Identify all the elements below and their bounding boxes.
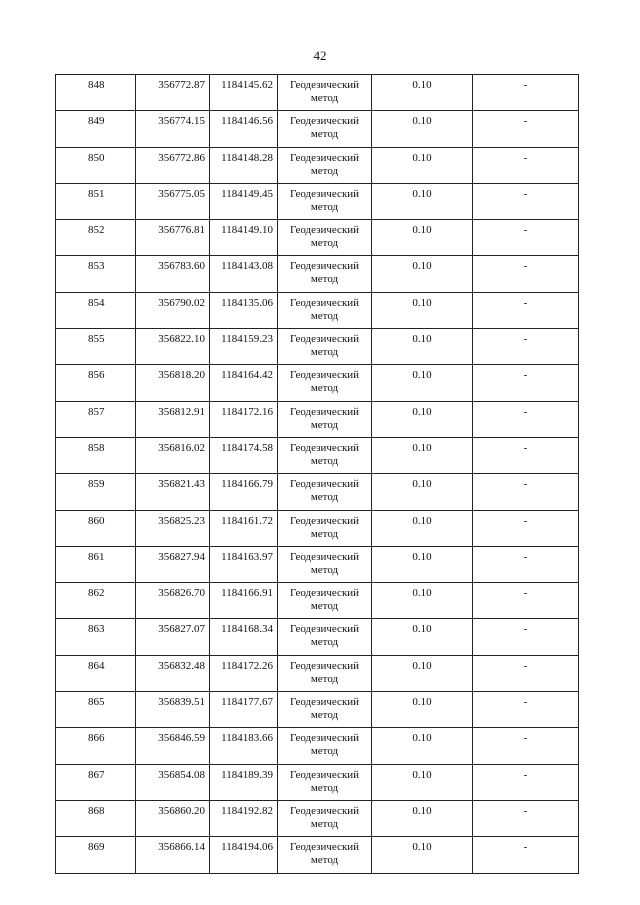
method-cell <box>278 692 372 728</box>
y-coordinate-cell: 1184166.79 <box>210 474 278 510</box>
note-cell: - <box>473 764 579 800</box>
accuracy-cell: 0.10 <box>372 75 473 111</box>
x-coordinate-cell: 356827.07 <box>136 619 210 655</box>
x-coordinate-cell: 356775.05 <box>136 183 210 219</box>
y-coordinate-cell: 1184172.26 <box>210 655 278 691</box>
table-row <box>56 365 579 401</box>
accuracy-cell: 0.10 <box>372 546 473 582</box>
y-coordinate-cell: 1184166.91 <box>210 583 278 619</box>
x-coordinate-cell: 356783.60 <box>136 256 210 292</box>
table-row <box>56 764 579 800</box>
accuracy-cell: 0.10 <box>372 329 473 365</box>
method-cell <box>278 800 372 836</box>
point-number-cell: 857 <box>56 401 136 437</box>
note-cell: - <box>473 437 579 473</box>
y-coordinate-cell: 1184135.06 <box>210 292 278 328</box>
method-line-2: метод <box>310 200 339 213</box>
x-coordinate-cell: 356846.59 <box>136 728 210 764</box>
method-cell <box>278 764 372 800</box>
method-line-1: Геодезический <box>289 732 360 745</box>
note-cell: - <box>473 401 579 437</box>
accuracy-cell: 0.10 <box>372 800 473 836</box>
method-line-2: метод <box>310 672 339 685</box>
method-line-1: Геодезический <box>289 768 360 781</box>
method-line-1: Геодезический <box>289 369 360 382</box>
x-coordinate-cell: 356827.94 <box>136 546 210 582</box>
note-cell: - <box>473 365 579 401</box>
method-cell <box>278 111 372 147</box>
method-cell <box>278 75 372 111</box>
accuracy-cell: 0.10 <box>372 837 473 873</box>
note-cell: - <box>473 619 579 655</box>
y-coordinate-cell: 1184194.06 <box>210 837 278 873</box>
method-cell <box>278 619 372 655</box>
x-coordinate-cell: 356825.23 <box>136 510 210 546</box>
method-line-2: метод <box>310 781 339 794</box>
x-coordinate-cell: 356790.02 <box>136 292 210 328</box>
point-number-cell: 860 <box>56 510 136 546</box>
table-row <box>56 75 579 111</box>
point-number-cell: 866 <box>56 728 136 764</box>
table-row <box>56 655 579 691</box>
note-cell: - <box>473 837 579 873</box>
method-line-2: метод <box>310 527 339 540</box>
method-cell <box>278 292 372 328</box>
y-coordinate-cell: 1184149.45 <box>210 183 278 219</box>
y-coordinate-cell: 1184148.28 <box>210 147 278 183</box>
table-row <box>56 401 579 437</box>
method-line-2: метод <box>310 491 339 504</box>
note-cell: - <box>473 510 579 546</box>
x-coordinate-cell: 356812.91 <box>136 401 210 437</box>
method-line-1: Геодезический <box>289 478 360 491</box>
table-row <box>56 692 579 728</box>
accuracy-cell: 0.10 <box>372 147 473 183</box>
method-line-1: Геодезический <box>289 696 360 709</box>
method-cell <box>278 365 372 401</box>
accuracy-cell: 0.10 <box>372 401 473 437</box>
table-row <box>56 292 579 328</box>
y-coordinate-cell: 1184149.10 <box>210 220 278 256</box>
note-cell: - <box>473 329 579 365</box>
method-cell <box>278 183 372 219</box>
method-line-2: метод <box>310 709 339 722</box>
method-line-2: метод <box>310 92 339 104</box>
method-line-1: Геодезический <box>289 804 360 817</box>
method-line-2: метод <box>310 237 339 250</box>
method-line-1: Геодезический <box>289 441 360 454</box>
table-row <box>56 800 579 836</box>
method-line-1: Геодезический <box>289 405 360 418</box>
note-cell: - <box>473 655 579 691</box>
accuracy-cell: 0.10 <box>372 619 473 655</box>
method-cell <box>278 510 372 546</box>
note-cell: - <box>473 111 579 147</box>
method-line-2: метод <box>310 164 339 177</box>
method-cell <box>278 583 372 619</box>
y-coordinate-cell: 1184145.62 <box>210 75 278 111</box>
y-coordinate-cell: 1184172.16 <box>210 401 278 437</box>
method-line-2: метод <box>310 128 339 141</box>
point-number-cell: 853 <box>56 256 136 292</box>
y-coordinate-cell: 1184163.97 <box>210 546 278 582</box>
point-number-cell: 855 <box>56 329 136 365</box>
y-coordinate-cell: 1184192.82 <box>210 800 278 836</box>
note-cell: - <box>473 546 579 582</box>
note-cell: - <box>473 728 579 764</box>
accuracy-cell: 0.10 <box>372 655 473 691</box>
note-cell: - <box>473 692 579 728</box>
point-number-cell: 862 <box>56 583 136 619</box>
table-row <box>56 111 579 147</box>
method-line-2: метод <box>310 346 339 359</box>
point-number-cell: 849 <box>56 111 136 147</box>
method-cell <box>278 546 372 582</box>
x-coordinate-cell: 356776.81 <box>136 220 210 256</box>
table-row <box>56 147 579 183</box>
table-row <box>56 437 579 473</box>
method-line-2: метод <box>310 854 339 867</box>
y-coordinate-cell: 1184174.58 <box>210 437 278 473</box>
method-line-2: метод <box>310 382 339 395</box>
y-coordinate-cell: 1184159.23 <box>210 329 278 365</box>
point-number-cell: 869 <box>56 837 136 873</box>
accuracy-cell: 0.10 <box>372 256 473 292</box>
accuracy-cell: 0.10 <box>372 183 473 219</box>
point-number-cell: 856 <box>56 365 136 401</box>
note-cell: - <box>473 147 579 183</box>
method-line-1: Геодезический <box>289 187 360 200</box>
method-line-1: Геодезический <box>289 623 360 636</box>
note-cell: - <box>473 183 579 219</box>
point-number-cell: 863 <box>56 619 136 655</box>
method-line-1: Геодезический <box>289 550 360 563</box>
table-row <box>56 474 579 510</box>
y-coordinate-cell: 1184183.66 <box>210 728 278 764</box>
point-number-cell: 859 <box>56 474 136 510</box>
method-cell <box>278 837 372 873</box>
method-line-2: метод <box>310 563 339 576</box>
method-line-2: метод <box>310 636 339 649</box>
table-row <box>56 583 579 619</box>
table-row <box>56 728 579 764</box>
y-coordinate-cell: 1184143.08 <box>210 256 278 292</box>
point-number-cell: 868 <box>56 800 136 836</box>
accuracy-cell: 0.10 <box>372 583 473 619</box>
table-row <box>56 220 579 256</box>
method-line-2: метод <box>310 454 339 467</box>
page-number: 42 <box>313 48 327 63</box>
method-cell <box>278 401 372 437</box>
point-number-cell: 867 <box>56 764 136 800</box>
table-row <box>56 256 579 292</box>
note-cell: - <box>473 474 579 510</box>
method-line-1: Геодезический <box>289 224 360 237</box>
method-cell <box>278 474 372 510</box>
x-coordinate-cell: 356772.86 <box>136 147 210 183</box>
method-line-1: Геодезический <box>289 260 360 273</box>
method-cell <box>278 655 372 691</box>
note-cell: - <box>473 256 579 292</box>
x-coordinate-cell: 356866.14 <box>136 837 210 873</box>
method-line-1: Геодезический <box>289 514 360 527</box>
note-cell: - <box>473 292 579 328</box>
note-cell: - <box>473 220 579 256</box>
method-line-2: метод <box>310 418 339 431</box>
x-coordinate-cell: 356774.15 <box>136 111 210 147</box>
x-coordinate-cell: 356854.08 <box>136 764 210 800</box>
note-cell: - <box>473 800 579 836</box>
method-cell <box>278 329 372 365</box>
table-row <box>56 546 579 582</box>
x-coordinate-cell: 356772.87 <box>136 75 210 111</box>
table-row <box>56 510 579 546</box>
method-cell <box>278 256 372 292</box>
x-coordinate-cell: 356818.20 <box>136 365 210 401</box>
accuracy-cell: 0.10 <box>372 437 473 473</box>
method-line-1: Геодезический <box>289 296 360 309</box>
coordinates-table-body <box>56 75 579 874</box>
table-row <box>56 619 579 655</box>
y-coordinate-cell: 1184189.39 <box>210 764 278 800</box>
y-coordinate-cell: 1184177.67 <box>210 692 278 728</box>
method-line-2: метод <box>310 309 339 322</box>
method-line-1: Геодезический <box>289 79 360 91</box>
table-row <box>56 183 579 219</box>
x-coordinate-cell: 356826.70 <box>136 583 210 619</box>
table-row <box>56 837 579 873</box>
point-number-cell: 865 <box>56 692 136 728</box>
method-cell <box>278 220 372 256</box>
x-coordinate-cell: 356839.51 <box>136 692 210 728</box>
y-coordinate-cell: 1184146.56 <box>210 111 278 147</box>
x-coordinate-cell: 356816.02 <box>136 437 210 473</box>
x-coordinate-cell: 356822.10 <box>136 329 210 365</box>
x-coordinate-cell: 356821.43 <box>136 474 210 510</box>
table-row <box>56 329 579 365</box>
method-line-2: метод <box>310 600 339 613</box>
method-cell <box>278 728 372 764</box>
method-line-1: Геодезический <box>289 151 360 164</box>
method-cell <box>278 437 372 473</box>
note-cell: - <box>473 75 579 111</box>
y-coordinate-cell: 1184164.42 <box>210 365 278 401</box>
coordinates-table <box>55 74 579 874</box>
x-coordinate-cell: 356832.48 <box>136 655 210 691</box>
accuracy-cell: 0.10 <box>372 111 473 147</box>
method-line-1: Геодезический <box>289 659 360 672</box>
point-number-cell: 848 <box>56 75 136 111</box>
method-line-1: Геодезический <box>289 587 360 600</box>
y-coordinate-cell: 1184161.72 <box>210 510 278 546</box>
method-line-2: метод <box>310 817 339 830</box>
accuracy-cell: 0.10 <box>372 692 473 728</box>
point-number-cell: 851 <box>56 183 136 219</box>
point-number-cell: 864 <box>56 655 136 691</box>
accuracy-cell: 0.10 <box>372 764 473 800</box>
method-line-1: Геодезический <box>289 115 360 128</box>
point-number-cell: 854 <box>56 292 136 328</box>
accuracy-cell: 0.10 <box>372 292 473 328</box>
point-number-cell: 850 <box>56 147 136 183</box>
method-line-1: Геодезический <box>289 333 360 346</box>
note-cell: - <box>473 583 579 619</box>
method-cell <box>278 147 372 183</box>
point-number-cell: 858 <box>56 437 136 473</box>
point-number-cell: 852 <box>56 220 136 256</box>
accuracy-cell: 0.10 <box>372 728 473 764</box>
method-line-2: метод <box>310 273 339 286</box>
point-number-cell: 861 <box>56 546 136 582</box>
accuracy-cell: 0.10 <box>372 474 473 510</box>
method-line-1: Геодезический <box>289 841 360 854</box>
accuracy-cell: 0.10 <box>372 365 473 401</box>
accuracy-cell: 0.10 <box>372 510 473 546</box>
y-coordinate-cell: 1184168.34 <box>210 619 278 655</box>
method-line-2: метод <box>310 745 339 758</box>
accuracy-cell: 0.10 <box>372 220 473 256</box>
x-coordinate-cell: 356860.20 <box>136 800 210 836</box>
